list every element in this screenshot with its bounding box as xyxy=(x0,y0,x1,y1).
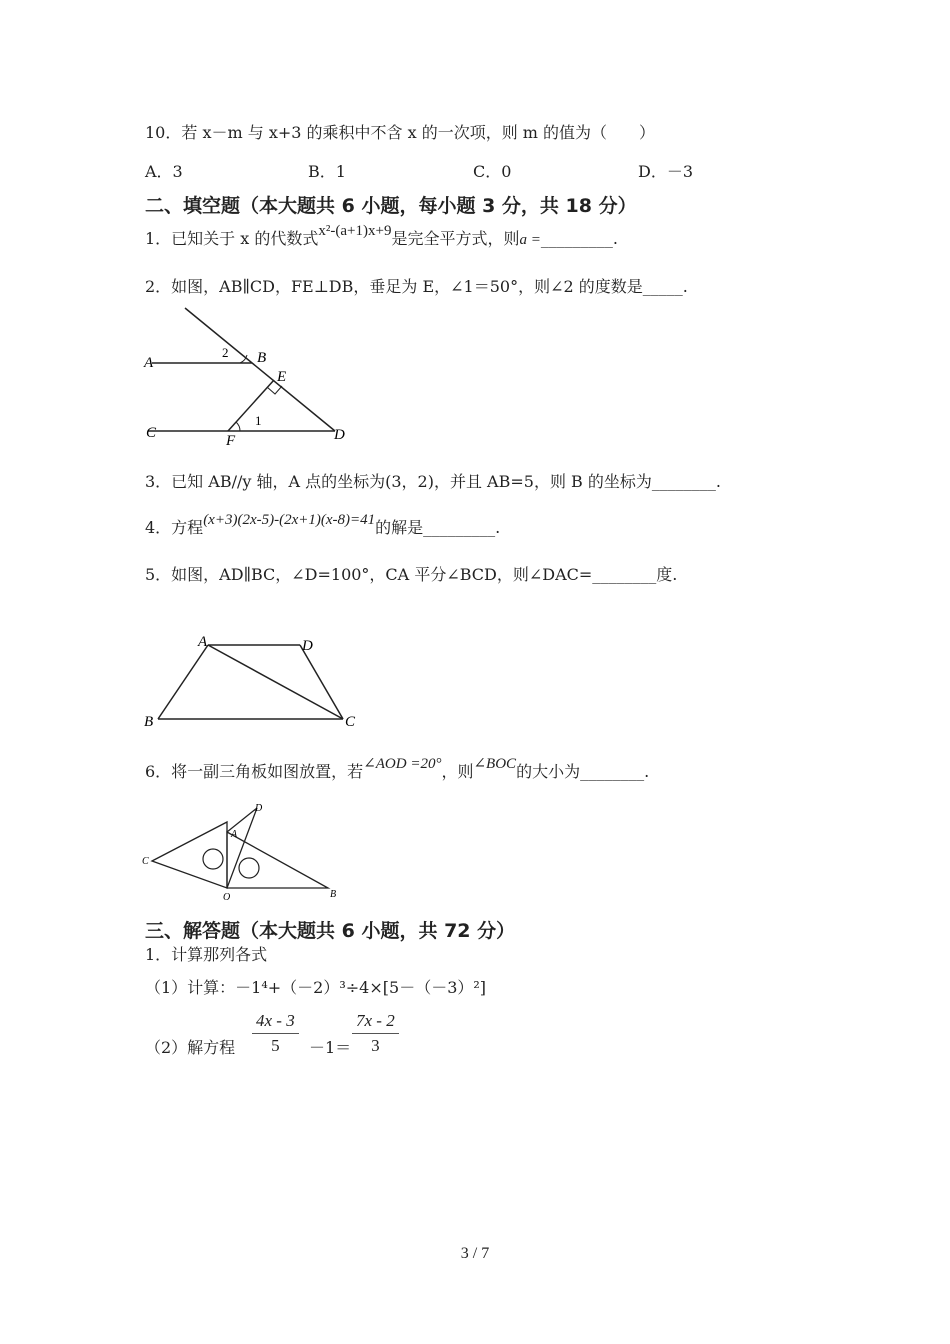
figure-parallel-lines xyxy=(140,305,360,445)
fig1-label-c: C xyxy=(146,425,157,441)
s2-q4-prefix: 4．方程 xyxy=(145,518,204,537)
q10-option-d: D．－3 xyxy=(638,162,694,181)
s2-q6 xyxy=(145,756,650,783)
fig3-label-b: B xyxy=(330,889,337,900)
s2-q1-expression: x²-(a+1)x+9 xyxy=(318,223,392,239)
fig3-label-c: C xyxy=(142,856,149,867)
fraction-1 xyxy=(252,1011,299,1056)
s3-q1-part2-label: （2）解方程 xyxy=(145,1038,236,1057)
fraction-1-denominator: 5 xyxy=(271,1036,280,1055)
q10-text: 10．若 x－m 与 x+3 的乘积中不含 x 的一次项，则 m 的值为（ ） xyxy=(145,123,656,142)
fig2-label-a: A xyxy=(198,634,208,650)
page-number: 3 / 7 xyxy=(460,1245,490,1262)
fig3-label-o: O xyxy=(223,892,231,903)
fig1-angle-2: 2 xyxy=(222,345,229,360)
q10-option-a: A．3 xyxy=(145,162,183,181)
fraction-2-bar xyxy=(352,1033,399,1034)
s2-q3: 3．已知 AB//y 轴，A 点的坐标为(3，2)，并且 AB=5，则 B 的坐标为________. xyxy=(145,472,721,491)
fraction-2 xyxy=(352,1011,399,1056)
s2-q6-target: ∠BOC xyxy=(473,756,517,772)
fig2-label-b: B xyxy=(144,714,154,730)
s2-q1-blank: _________. xyxy=(540,229,618,248)
section3-heading: 三、解答题（本大题共 6 小题，共 72 分） xyxy=(145,920,516,942)
s2-q1-prefix: 1．已知关于 x 的代数式 xyxy=(145,229,319,248)
s2-q4-expression: (x+3)(2x-5)-(2x+1)(x-8)=41 xyxy=(203,512,376,528)
fig1-label-a: A xyxy=(144,355,154,371)
s2-q1 xyxy=(145,223,618,250)
fig1-label-d: D xyxy=(334,427,345,443)
s2-q6-suffix: 的大小为________. xyxy=(516,762,650,781)
s3-q1-part2-minus: －1＝ xyxy=(309,1038,352,1057)
s3-q1-part1: （1）计算：－1⁴+（－2）³÷4×[5－（－3）²] xyxy=(145,978,487,997)
s2-q1-middle: 是完全平方式，则 xyxy=(391,229,520,248)
fraction-2-denominator: 3 xyxy=(371,1036,380,1055)
s2-q6-prefix: 6．将一副三角板如图放置，若 xyxy=(145,762,364,781)
fig2-label-c: C xyxy=(345,714,356,730)
fraction-1-numerator: 4x - 3 xyxy=(256,1011,295,1030)
section2-heading: 二、填空题（本大题共 6 小题，每小题 3 分，共 18 分） xyxy=(145,195,637,217)
fraction-2-numerator: 7x - 2 xyxy=(356,1011,395,1030)
fig1-label-f: F xyxy=(226,433,236,445)
fig1-label-e: E xyxy=(277,369,287,385)
s2-q5: 5．如图，AD∥BC，∠D=100°，CA 平分∠BCD，则∠DAC=________度. xyxy=(145,565,678,584)
s2-q6-condition: ∠AOD =20° xyxy=(363,756,442,772)
q10-option-c: C．0 xyxy=(473,162,512,181)
fig1-label-b: B xyxy=(257,350,267,366)
fig3-label-d: D xyxy=(255,803,263,814)
q10-option-b: B．1 xyxy=(308,162,346,181)
fraction-1-bar xyxy=(252,1033,299,1034)
fig3-label-a: A xyxy=(231,829,238,840)
s2-q4 xyxy=(145,512,501,539)
s2-q2: 2．如图，AB∥CD，FE⊥DB，垂足为 E，∠1＝50°，则∠2 的度数是_____. xyxy=(145,277,688,296)
figure-trapezoid xyxy=(140,630,365,735)
s2-q6-middle: ，则 xyxy=(441,762,474,781)
fig1-angle-1: 1 xyxy=(255,413,262,428)
s3-q1-title: 1．计算那列各式 xyxy=(145,945,268,964)
s2-q4-suffix: 的解是_________. xyxy=(375,518,501,537)
fig2-label-d: D xyxy=(302,638,313,654)
s2-q1-variable: a = xyxy=(519,232,541,248)
figure-set-squares xyxy=(140,800,350,905)
